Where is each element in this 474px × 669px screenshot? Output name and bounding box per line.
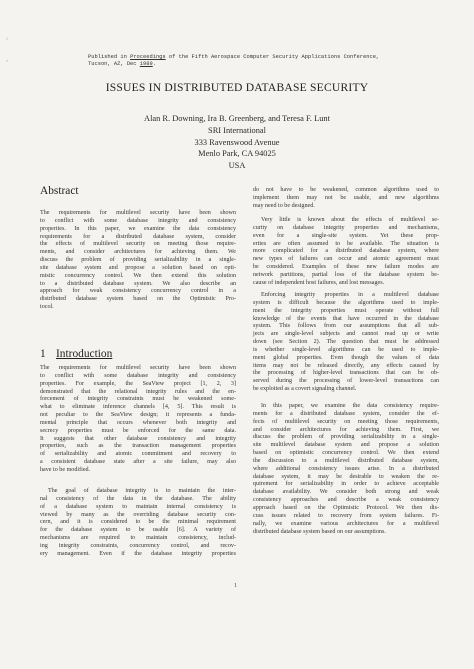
text-line: do not have to be weakened, common algorithms used to <box>253 187 439 193</box>
right-paragraph-4 <box>253 403 439 536</box>
text-line: discuss the problem of providing serializability in a single- <box>40 257 236 264</box>
text-line: based on optimistic concurrency control. We then extend <box>253 450 439 457</box>
text-line: of serializability and atomic commitment and recovery to <box>40 451 236 458</box>
address-city: Menlo Park, CA 94025 <box>198 149 276 159</box>
text-line: cause of independent host failures, and lost messages. <box>253 279 385 286</box>
text-line: The requirements for multilevel security have been shown <box>40 365 236 371</box>
text-line: network partitions, partial loss of the database system be- <box>253 271 439 278</box>
text-line: tocol. <box>40 304 54 311</box>
text-line: not peculiar to the SeaView design; it represents a funda- <box>40 412 236 419</box>
text-line: the processing of higher-level transactions that can be ob- <box>253 370 439 377</box>
text-line: curity on database integrity properties and mechanisms, <box>253 224 439 231</box>
pub-note-text: . <box>152 61 156 68</box>
text-line: mental principle that occurs whenever both integrity and <box>40 419 236 426</box>
text-line: discuss the problem of providing serializability in a single- <box>253 434 439 441</box>
text-line: system is difficult because the algorithms used to imple- <box>253 299 439 306</box>
text-line: viewed by many as the overriding database security con- <box>40 511 236 518</box>
text-line: site database system and propose a solution based on opti- <box>40 264 236 271</box>
page-number: 1 <box>234 583 237 589</box>
text-line: requirements for a distributed database system, consider <box>40 233 236 240</box>
text-line: new types of failures can occur and atomic agreement must <box>253 256 439 263</box>
section-title: Introduction <box>56 348 113 360</box>
text-line: It suggests that other database consistency and integrity <box>40 435 236 442</box>
abstract-body <box>40 210 236 312</box>
text-line: erties are often assumed to be available. The situation is <box>253 240 439 247</box>
text-line: be exploited as a covert signaling channel. <box>253 386 357 393</box>
text-line: of a database system to maintain internal consistency is <box>40 503 236 510</box>
text-line: what to eliminate inference channels [4, 5]. This result is <box>40 404 236 411</box>
text-line: cuss issues related to recovery from system failures. Fi- <box>253 512 439 519</box>
text-line: knowledge of the events that have occurred in the database <box>253 315 439 322</box>
text-line: forcement of integrity constraints must be weakened some- <box>40 396 236 403</box>
text-line: served during the processing of lower-level transactions can <box>253 378 439 385</box>
text-line: distributed database system based on our assumptions. <box>253 528 386 535</box>
text-line: ery management. Even if the database integrity properties <box>40 550 236 557</box>
right-paragraph-1 <box>253 187 439 211</box>
intro-paragraph-1 <box>40 365 236 475</box>
text-line: approach for weak consistency concurrency control in a <box>40 288 236 295</box>
right-paragraph-3 <box>253 292 439 394</box>
text-line: mistic concurrency control. We then extend this solution <box>40 272 236 279</box>
text-line: system. This follows from our assumptions that all sub- <box>253 323 439 330</box>
text-line: ment the integrity properties must operate without full <box>253 307 439 314</box>
paper-title: ISSUES IN DISTRIBUTED DATABASE SECURITY <box>105 81 369 94</box>
scan-margin-mark: › <box>6 58 8 64</box>
text-line: where additional consistency issues arise. In a distributed <box>253 465 439 472</box>
text-line: may need to be designed. <box>253 202 315 209</box>
text-line: even for a single-site system. Yet these prop- <box>253 232 439 239</box>
text-line: ments for a distributed database system, consider the ef- <box>253 410 439 417</box>
pub-note-year: 1989 <box>139 61 153 68</box>
intro-paragraph-2 <box>40 488 236 559</box>
text-line: to conflict with some database integrity and consistency <box>40 372 236 379</box>
pub-note-text: of the Fifth Aerospace Computer Security Applications Conference, <box>165 54 380 60</box>
text-line: demonstrated that the relational integrity rules and the en- <box>40 388 236 395</box>
text-line: consistency approaches and describe a weak consistency <box>253 497 439 504</box>
pub-note-proceedings: Proceedings <box>130 54 166 60</box>
affiliation: SRI International <box>208 125 266 135</box>
scan-margin-mark: › <box>6 36 8 42</box>
text-line: ment global properties. Even though the values of data <box>253 354 439 361</box>
text-line: properties. For example, the SeaView project [1, 2, 3] <box>40 380 236 387</box>
publication-note <box>88 54 388 68</box>
text-line: nal consistency of the data in the database. The ability <box>40 495 236 502</box>
text-line: Very little is known about the effects of multilevel se- <box>261 217 439 223</box>
pub-note-text: Published in <box>88 54 131 60</box>
text-line: a consistent database state after a site failure, may also <box>40 459 236 466</box>
text-line: fects of multilevel security on meeting those requirements, <box>253 418 439 425</box>
text-line: the effects of multilevel security on meeting those require- <box>40 241 236 248</box>
text-line: database availability. We consider both strong and weak <box>253 489 439 496</box>
section-number: 1 <box>40 348 46 360</box>
right-paragraph-2 <box>253 217 439 288</box>
author-names: Alan R. Downing, Ira B. Greenberg, and Teresa F. Lunt <box>144 114 330 123</box>
text-line: be considered. Examples of these new failure modes are <box>253 264 439 271</box>
text-line: more complicated for a distributed database system, where <box>253 248 439 255</box>
text-line: properties, such as the transaction management properties <box>40 443 236 450</box>
pub-note-text: Tucson, AZ, Dec <box>88 61 140 68</box>
text-line: quirement for serializability in order to achieve acceptable <box>253 481 439 488</box>
text-line: The goal of database integrity is to maintain the inter- <box>48 488 236 494</box>
text-line: ing integrity constraints, concurrency control, and recov- <box>40 542 236 549</box>
abstract-heading: Abstract <box>40 185 79 197</box>
text-line: database system, it may be desirable to weaken the re- <box>253 473 439 480</box>
text-line: approach based on the Optimistic Protocol. We then dis- <box>253 504 439 511</box>
text-line: distributed database system based on the Optimistic Pro- <box>40 296 236 303</box>
text-line: The requirements for multilevel security have been shown <box>40 210 236 216</box>
text-line: have to be modified. <box>40 466 91 473</box>
text-line: implement them may not be usable, and new algorithms <box>253 194 439 201</box>
address-street: 333 Ravenswood Avenue <box>194 137 280 147</box>
author-block <box>0 113 474 172</box>
text-line: In this paper, we examine the data consistency require- <box>261 403 439 409</box>
text-line: items may not be released directly, any effects caused by <box>253 362 439 369</box>
text-line: jects are single-level subjects and cannot read up or write <box>253 331 439 338</box>
text-line: secrecy properties must be enforced for the same data. <box>40 427 236 434</box>
text-line: is whether single-level algorithms can be used to imple- <box>253 346 439 353</box>
text-line: properties. In this paper, we examine the data consistency <box>40 225 236 232</box>
address-country: USA <box>228 161 246 171</box>
text-line: to conflict with some database integrity and consistency <box>40 217 236 224</box>
text-line: site multilevel database system and propose a solution <box>253 442 439 449</box>
text-line: cern, and it is considered to be the minimal requirement <box>40 519 236 526</box>
text-line: to a distributed database system. We also describe an <box>40 280 236 287</box>
text-line: ments, and consider architectures for achieving them. We <box>40 249 236 256</box>
text-line: nally, we examine various architectures for a multilevel <box>253 520 439 527</box>
text-line: mechanisms are required to maintain consistency, includ- <box>40 535 236 542</box>
introduction-heading <box>40 348 112 360</box>
text-line: down (see Section 2). The question that must be addressed <box>253 339 439 346</box>
text-line: for the database system to be usable [6]. A variety of <box>40 527 236 534</box>
text-line: and consider architectures for achieving them. First, we <box>253 426 439 433</box>
text-line: Enforcing integrity properties in a multilevel database <box>261 292 439 298</box>
text-line: the discussion to a multilevel distributed database system, <box>253 457 439 464</box>
